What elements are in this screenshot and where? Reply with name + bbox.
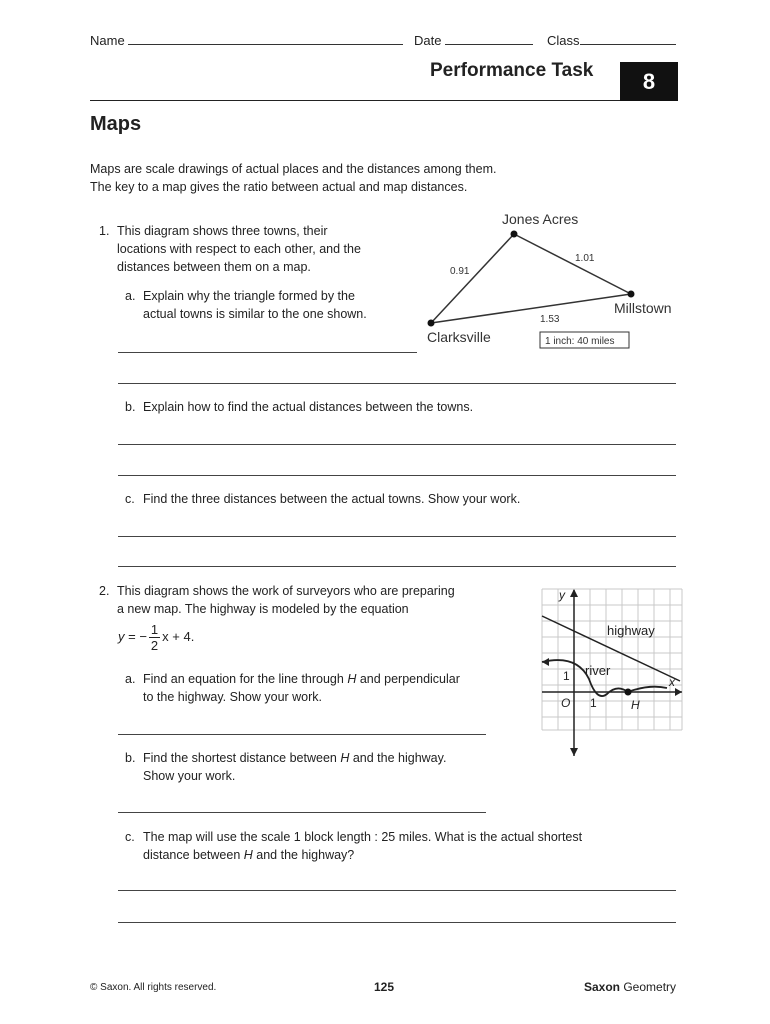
side-jones-millstown [514,234,631,294]
q2c-label: c. [125,830,135,844]
answer-line[interactable] [118,383,676,384]
jones-acres-label: Jones Acres [502,211,579,227]
q1b-label: b. [125,400,136,414]
intro-text [90,160,496,196]
distance-label: 1.53 [540,314,560,325]
header-rule [90,100,620,101]
side-clarksville-millstown [431,294,631,323]
intro-line: Maps are scale drawings of actual places and the distances among them. [90,162,497,176]
answer-line[interactable] [118,566,676,567]
answer-line[interactable] [118,922,676,923]
q1a-text [143,287,367,323]
y-unit-label: 1 [563,669,570,683]
answer-line[interactable] [118,812,486,813]
book-title-bold: Saxon [584,980,621,994]
y-axis-arrow-up [570,589,578,597]
name-label: Name [90,33,125,48]
x-unit-label: 1 [590,696,597,710]
q1a-text-line: Explain why the triangle formed by the [143,289,355,303]
q1-text-line: locations with respect to each other, and the [117,242,361,256]
q2c-text [143,828,582,864]
highway-label: highway [607,623,655,638]
distance-label: 0.91 [450,266,470,277]
eq-equals: = − [128,628,147,644]
q2-text-line: a new map. The highway is modeled by the equation [117,602,409,616]
q2a-text-line: to the highway. Show your work. [143,690,323,704]
q1-text-line: This diagram shows three towns, their [117,224,328,238]
q2c-text-line: The map will use the scale 1 block length : 25 miles. What is the actual shortest [143,830,583,844]
task-number-badge: 8 [620,62,678,101]
answer-line[interactable] [118,734,486,735]
point-h-label: H [631,698,640,712]
millstown-point [628,291,635,298]
q1-text [117,222,361,276]
eq-rest: x + 4. [162,628,195,644]
q1b-text: Explain how to find the actual distances between the towns. [143,400,474,414]
q2b-var: H [340,751,350,765]
eq-lhs: y [118,628,125,644]
q2a-var: H [347,672,357,686]
q1a-text-line: actual towns is similar to the one shown. [143,307,367,321]
x-axis-arrow-right [675,688,682,696]
eq-numerator: 1 [150,622,159,637]
copyright: © Saxon. All rights reserved. [90,982,217,993]
towns-triangle-diagram [420,208,690,356]
answer-line[interactable] [118,536,676,537]
q2a-text-part: and perpendicular [356,672,460,686]
highway-equation [118,622,194,653]
jones-acres-point [511,231,518,238]
y-axis-label: y [559,588,565,602]
class-field[interactable] [547,33,676,48]
q2b-text [143,749,446,785]
q1c-label: c. [125,492,135,506]
book-title-rest: Geometry [620,980,677,994]
book-title [584,980,676,994]
name-blank[interactable] [128,33,403,45]
intro-line: The key to a map gives the ratio between actual and map distances. [90,180,468,194]
eq-fraction [149,622,160,653]
q1-text-line: distances between them on a map. [117,260,311,274]
date-field[interactable] [414,33,533,48]
side-jones-clarksville [431,234,514,323]
q2a-text-part: Find an equation for the line through [143,672,348,686]
q2b-text-line: Show your work. [143,769,236,783]
q2b-text-part: and the highway. [349,751,447,765]
scale-key-label: 1 inch: 40 miles [545,336,615,347]
river-label: river [585,663,611,678]
page-number: 125 [374,980,395,994]
q1a-label: a. [125,289,136,303]
q1-number: 1. [99,224,110,238]
eq-denominator: 2 [150,638,159,653]
q1c-text: Find the three distances between the actual towns. Show your work. [143,492,521,506]
q2-text-line: This diagram shows the work of surveyors who are preparing [117,584,455,598]
q2c-var: H [243,848,253,862]
clarksville-label: Clarksville [427,329,491,345]
q2b-text-part: Find the shortest distance between [143,751,341,765]
q2-text [117,582,455,618]
name-field[interactable] [90,33,403,48]
task-title: Performance Task [430,60,594,81]
answer-line[interactable] [118,352,417,353]
answer-line[interactable] [118,444,676,445]
date-blank[interactable] [445,33,533,45]
x-axis-label: x [669,675,675,689]
y-axis-arrow-down [570,748,578,756]
q2c-text-part: distance between [143,848,244,862]
q2c-text-part: and the highway? [252,848,355,862]
class-label: Class [547,33,580,48]
point-h [625,689,632,696]
class-blank[interactable] [580,33,676,45]
answer-line[interactable] [118,890,676,891]
clarksville-point [428,320,435,327]
q2a-text [143,670,460,706]
answer-line[interactable] [118,475,676,476]
q2-number: 2. [99,584,110,598]
date-label: Date [414,33,442,48]
millstown-label: Millstown [614,300,672,316]
q2b-label: b. [125,751,136,765]
highway-river-graph [537,584,687,759]
section-title: Maps [90,113,142,135]
origin-label: O [561,696,571,710]
distance-label: 1.01 [575,253,595,264]
q2a-label: a. [125,672,136,686]
